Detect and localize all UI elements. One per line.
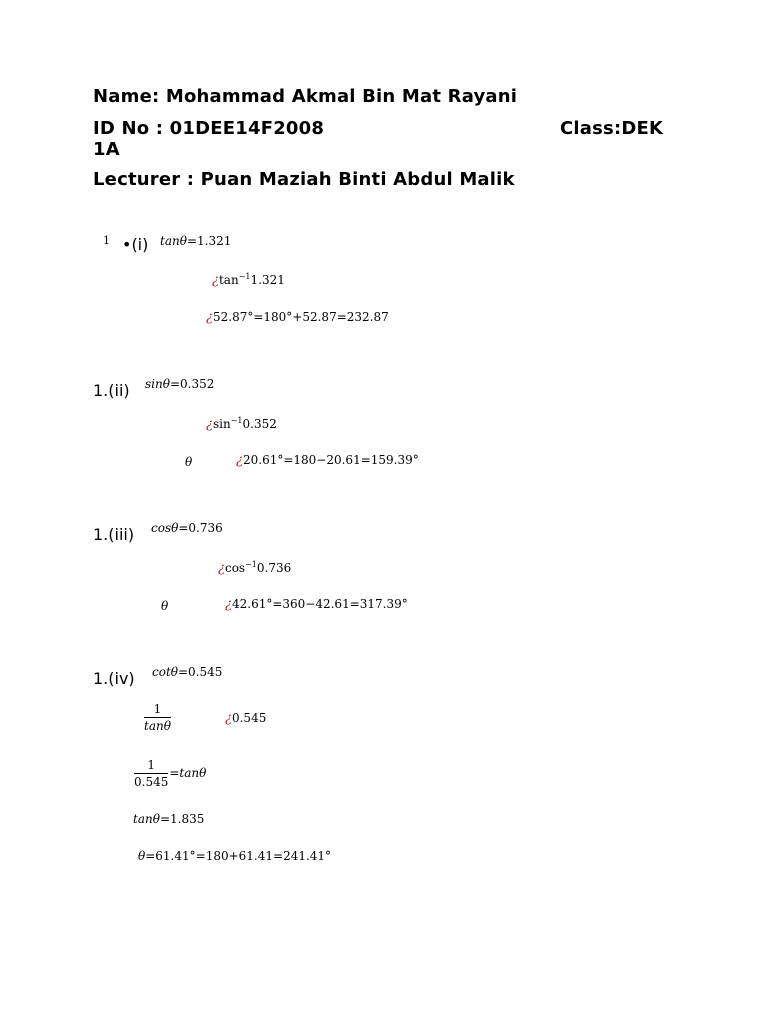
q1ii-result-step (236, 453, 419, 468)
q1iv-final-result: =61.41°=180+61.41=241.41° (145, 849, 332, 863)
q1iii-inverse-exp: −1 (245, 560, 257, 569)
q1i-result: 52.87°=180°+52.87=232.87 (212, 310, 389, 324)
q1iv-frac2-bar (134, 773, 168, 774)
q1iv-reciprocal-value: 0.545 (231, 711, 267, 725)
q1i-given-fn: tanθ (160, 234, 187, 248)
q1ii-given-value: =0.352 (169, 377, 215, 391)
q1iii-inverse-value: 0.736 (256, 561, 292, 575)
q1i-given (160, 234, 231, 248)
q1iv-final-theta: θ (138, 849, 146, 863)
q1iv-frac1-numerator: 1 (153, 702, 162, 716)
q1ii-result-symbol: ¿ (236, 453, 243, 468)
q1i-inverse-fn: tan (218, 273, 239, 287)
q1ii-inverse-exp: −1 (230, 416, 243, 425)
lecturer-name: Lecturer : Puan Maziah Binti Abdul Malik (93, 169, 515, 190)
q1iv-tan-value: =1.835 (159, 812, 205, 826)
q1ii-given (145, 377, 214, 391)
q1iv-fraction-one (144, 702, 171, 733)
q1i-label: •(i) (122, 235, 149, 254)
q1iii-given (151, 521, 223, 535)
q1iv-given-value: =0.545 (178, 665, 223, 679)
q1ii-inverse-fn: sin (212, 417, 231, 431)
q1iv-final-line (138, 849, 331, 863)
q1iii-result: 42.61°=360−42.61=317.39° (231, 597, 408, 611)
q1i-given-value: =1.321 (186, 234, 232, 248)
q1iii-theta: θ (161, 599, 169, 613)
student-id: ID No : 01DEE14F2008 (93, 118, 325, 139)
q1iv-reciprocal-step (225, 711, 266, 726)
q1i-inverse-exp: −1 (238, 272, 251, 281)
q1ii-given-fn: sinθ (145, 377, 170, 391)
q1iv-tan-fn: tanθ (133, 812, 160, 826)
q1ii-inverse-symbol: ¿ (206, 417, 213, 432)
q1iv-reciprocal-symbol: ¿ (225, 711, 232, 726)
q1iv-tan-line (133, 812, 204, 826)
q1iii-inverse-symbol: ¿ (218, 561, 225, 576)
q1iv-fraction-two (134, 758, 206, 789)
q1iv-label: 1.(iv) (93, 669, 135, 688)
q1iii-result-symbol: ¿ (225, 597, 232, 612)
q1iii-given-fn: cosθ (151, 521, 179, 535)
q1iii-result-step (225, 597, 408, 612)
q1ii-result: 20.61°=180−20.61=159.39° (242, 453, 419, 467)
q1iv-frac1-denominator: tanθ (144, 719, 171, 733)
q1ii-inverse-value: 0.352 (242, 417, 277, 431)
q1i-result-symbol: ¿ (206, 310, 213, 325)
q1iii-inverse-step (218, 560, 291, 576)
q1iv-given-fn: cotθ (152, 665, 178, 679)
q1iv-frac2-denominator: 0.545 (134, 775, 169, 789)
q1iii-label: 1.(iii) (93, 525, 135, 544)
q1ii-inverse-step (206, 416, 277, 432)
q1iv-given (152, 665, 222, 679)
q1i-number: 1 (103, 234, 110, 247)
q1i-inverse-step (212, 272, 285, 288)
q1ii-theta: θ (185, 455, 193, 469)
q1i-inverse-value: 1.321 (250, 273, 285, 287)
q1iv-frac2-numerator: 1 (147, 758, 155, 772)
class-label: Class:DEK (560, 118, 664, 139)
q1iv-frac2-rhs: =tanθ (169, 766, 207, 780)
q1i-result-step (206, 310, 389, 325)
q1iv-frac1-bar (144, 717, 171, 718)
student-name: Name: Mohammad Akmal Bin Mat Rayani (93, 86, 518, 107)
q1iii-inverse-fn: cos (224, 561, 246, 575)
q1ii-label: 1.(ii) (93, 381, 130, 400)
class-label-continued: 1A (93, 139, 120, 160)
q1i-inverse-symbol: ¿ (212, 273, 219, 288)
q1iii-given-value: =0.736 (178, 521, 223, 535)
